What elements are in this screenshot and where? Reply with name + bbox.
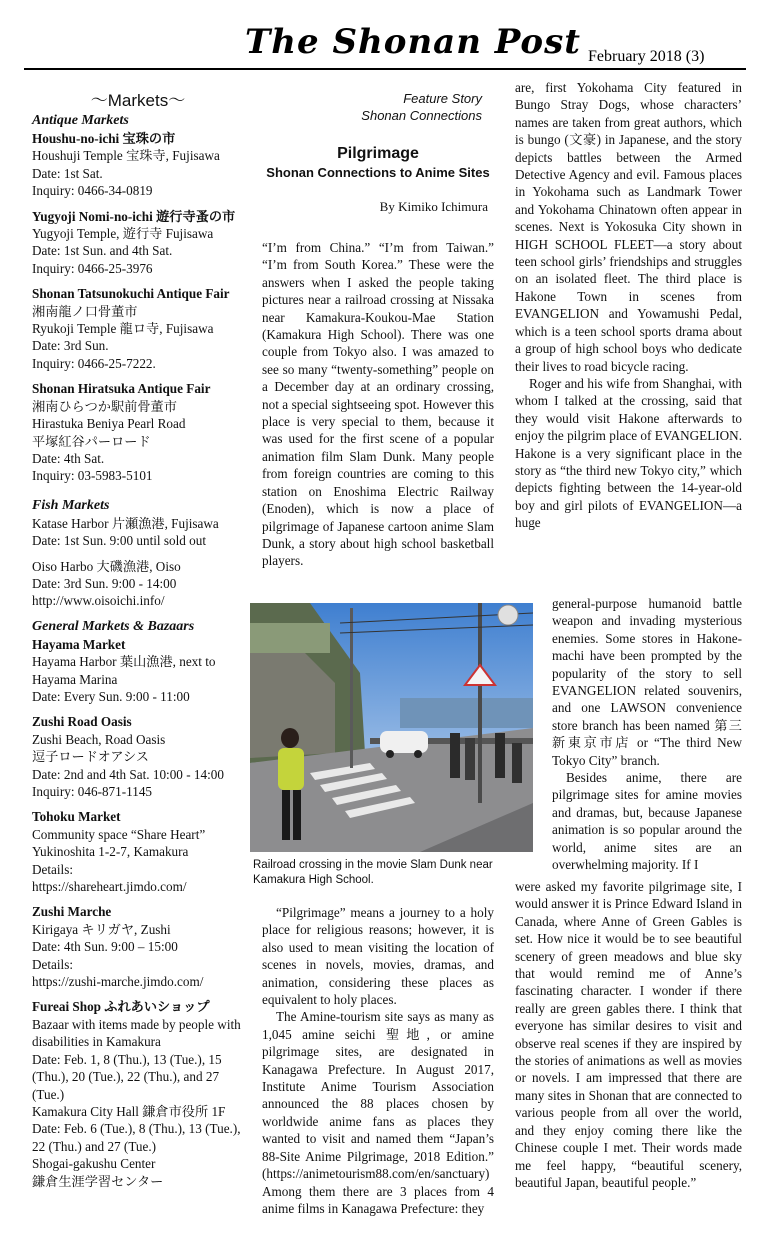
market-entry bbox=[32, 380, 244, 484]
market-entry bbox=[32, 713, 244, 800]
market-detail: Date: 3rd Sun. bbox=[32, 338, 109, 354]
market-detail: Date: 3rd Sun. 9:00 - 14:00 bbox=[32, 575, 177, 591]
header-rule bbox=[24, 68, 746, 70]
market-entry bbox=[32, 285, 244, 372]
article-byline: By Kimiko Ichimura bbox=[379, 199, 488, 214]
feature-series: Shonan Connections bbox=[361, 108, 482, 123]
masthead bbox=[0, 0, 770, 70]
market-detail: 湘南ひらつか駅前骨董市 bbox=[32, 398, 177, 414]
market-detail: Date: 4th Sun. 9:00 – 15:00 bbox=[32, 939, 178, 955]
market-entry bbox=[32, 130, 244, 200]
market-entry bbox=[32, 208, 244, 278]
article-paragraph-3: The Amine-tourism site says as many as 1,045 amine seichi 聖地, or amine pilgrimage sites, are designated in Kanagawa Prefecture. In August 2017, Institute Anime Tourism Association announced the 88 places chosen by worldwide anime fans as places they wanted to visit and named them “Japan’s 88-Site Anime Pilgrimage, 2018 Edition.” (https://animetourism88.com/en/sanctuary) Among them there are 3 places from 4 anime films in Kanagawa Prefecture: they bbox=[262, 1009, 494, 1216]
article-paragraph-5b: general-purpose humanoid battle weapon and invading mysterious enemies. Some stores in Hakone-machi have been prompted by the popularity of the story to sell EVANGELION related souvenirs, and one LAWSON convenience store branch has been named 第三新東京市店 or “The third New Tokyo City” branch. bbox=[552, 596, 742, 768]
market-name: Hayama Market bbox=[32, 636, 126, 652]
feature-column-right-indented bbox=[552, 595, 742, 874]
market-detail: Details: bbox=[32, 956, 74, 972]
market-name: Tohoku Market bbox=[32, 809, 121, 825]
market-detail: Oiso Harbo 大磯漁港, Oiso bbox=[32, 558, 181, 574]
market-detail: 平塚紅谷パーロード bbox=[32, 433, 151, 449]
market-detail: Ryukoji Temple 龍ロ寺, Fujisawa bbox=[32, 321, 214, 337]
feature-kicker: Feature Story bbox=[403, 91, 482, 106]
market-detail: Inquiry: 03-5983-5101 bbox=[32, 468, 153, 484]
antique-markets-title: Antique Markets bbox=[32, 113, 129, 128]
market-detail: Yukinoshita 1-2-7, Kamakura bbox=[32, 844, 189, 860]
market-detail: Date: 1st Sat. bbox=[32, 165, 103, 181]
market-entry bbox=[32, 808, 244, 895]
market-detail[interactable]: http://www.oisoichi.info/ bbox=[32, 593, 165, 609]
market-detail: 鎌倉生涯学習センター bbox=[32, 1173, 164, 1189]
market-entry bbox=[32, 558, 244, 610]
market-detail[interactable]: https://zushi-marche.jimdo.com/ bbox=[32, 974, 204, 990]
article-paragraph-5: Roger and his wife from Shanghai, with whom I talked at the crossing, said that they would visit Hakone afterwards to enjoy the pilgrim place of EVANGELION. Hakone is a very significant place in the story as “the third new Tokyo city,” which depicts fighting between the 14-year-old boy and girl pilots of EVANGELION—a huge bbox=[515, 375, 742, 531]
article-subhead: Shonan Connections to Anime Sites bbox=[266, 165, 490, 180]
market-detail: Date: 4th Sat. bbox=[32, 450, 105, 466]
market-detail: Hayama Harbor 葉山漁港, next to Hayama Marina bbox=[32, 654, 216, 687]
fish-markets-list bbox=[32, 515, 244, 610]
general-markets-title: General Markets & Bazaars bbox=[32, 618, 195, 634]
market-detail[interactable]: https://shareheart.jimdo.com/ bbox=[32, 879, 187, 895]
market-detail: Inquiry: 0466-25-3976 bbox=[32, 260, 153, 276]
article-paragraph-1: “I’m from China.” “I’m from Taiwan.” “I’m from South Korea.” These were the answers when I asked the people taking pictures near a railroad crossing at Nissaka near Kamakura-Koukou-Mae Station (Kamakura High School). There was one couple from Tokyo also. I was amazed to see so many “twenty-something” people on a December day at an ordinary crossing, not a special sightseeing spot. However this place is very special to them, because it was used for the first scene of a popular animation film Slam Dunk. Many people from foreign countries are coming to this station on Enoshima Electric Railway (Enoden), which is now a place of pilgrimage of Japanese cartoon anime Slam Dunk, a story about high school basketball players. bbox=[262, 240, 494, 569]
markets-title: ～Markets～ bbox=[90, 91, 186, 110]
market-name: Zushi Road Oasis bbox=[32, 714, 132, 730]
article-headline: Pilgrimage bbox=[337, 145, 419, 162]
feature-column bbox=[262, 90, 494, 570]
article-paragraph-4: are, first Yokohama City featured in Bungo Stray Dogs, whose characters’ names are taken from great authors, which is bungo (文豪) in Japanese, and the story depicts battles between the Armed Detective Agency and evil. Famous places in Yokohama such as Landmark Tower and Yokohama Chinatown often appear in scenes. Next is Yokosuka City shown in HIGH SCHOOL FLEET—a story about teen school girls’ friendships and struggles on an isolated fleet. The third place is Hakone Town in scenes from EVANGELION and Yowamushi Pedal, which is a teen school sports drama about a group of high school boys who dedicate their lives to road bicycle racing. bbox=[515, 80, 742, 374]
general-markets-list bbox=[32, 636, 244, 1190]
feature-column-right bbox=[515, 79, 742, 532]
market-name: Zushi Marche bbox=[32, 904, 112, 920]
antique-markets-list bbox=[32, 130, 244, 485]
market-detail: Katase Harbor 片瀬漁港, Fujisawa bbox=[32, 515, 219, 531]
article-paragraph-2: “Pilgrimage” means a journey to a holy place for religious reasons; however, it is also used to mean visiting the location of scenes in novels, movies, dramas, and animation, considering these places as equivalent to holy places. bbox=[262, 905, 494, 1008]
market-detail: Date: Feb. 6 (Tue.), 8 (Thu.), 13 (Tue.), 22 (Thu.) and 27 (Tue.) bbox=[32, 1121, 241, 1154]
article-paragraph-6a: Besides anime, there are pilgrimage sites for amine movies and dramas, but, because Japanese animation is so popular around the world, anime sites are an overwhelming majority. If I bbox=[552, 770, 742, 873]
market-name: Fureai Shop ふれあいショップ bbox=[32, 999, 210, 1015]
market-entry bbox=[32, 636, 244, 706]
paper-name: The Shonan Post bbox=[245, 22, 581, 62]
market-entry bbox=[32, 903, 244, 990]
market-name: Shonan Tatsunokuchi Antique Fair bbox=[32, 286, 230, 302]
market-detail: Kirigaya キリガヤ, Zushi bbox=[32, 921, 171, 937]
market-detail: Date: 1st Sun. 9:00 until sold out bbox=[32, 533, 207, 549]
market-detail: Community space “Share Heart” bbox=[32, 826, 206, 842]
photo-caption: Railroad crossing in the movie Slam Dunk near Kamakura High School. bbox=[253, 859, 493, 886]
article-paragraph-6b: were asked my favorite pilgrimage site, I would answer it is Prince Edward Island in Canada, where Anne of Green Gables is set. How nice it would be to see beautiful scenery of green meadows and blue sky that would remind me of Anne’s fascinating character. I wonder if there really are green gables there. I think that everyone has similar desires to visit and observe real scenes if they are inspired by the stories of animations as well as movies or novels. I am impressed that there are many sites in Shonan that are connected to various people from all over the world, and they enjoy coming there like the Chinese couple I met. Their words made me feel happy, “beautiful scenery, beautiful Japan, beautiful people.” bbox=[515, 879, 742, 1190]
market-detail: Date: Feb. 1, 8 (Thu.), 13 (Tue.), 15 (Thu.), 20 (Tue.), 22 (Thu.), and 27 (Tue.) bbox=[32, 1051, 222, 1102]
market-detail: Inquiry: 0466-34-0819 bbox=[32, 183, 153, 199]
market-name: Yugyoji Nomi-no-ichi 遊行寺蚤の市 bbox=[32, 208, 236, 224]
feature-column-lower bbox=[262, 904, 494, 1217]
feature-column-right-tail bbox=[515, 878, 742, 1191]
market-detail: Date: Every Sun. 9:00 - 11:00 bbox=[32, 688, 190, 704]
market-detail: 逗子ロードオアシス bbox=[32, 749, 149, 765]
market-entry bbox=[32, 515, 244, 550]
market-detail: Date: 1st Sun. and 4th Sat. bbox=[32, 243, 173, 259]
market-detail: Kamakura City Hall 鎌倉市役所 1F bbox=[32, 1103, 226, 1119]
markets-column bbox=[32, 90, 244, 1198]
issue-date: February 2018 (3) bbox=[588, 48, 705, 65]
market-detail: Houshuji Temple 宝珠寺, Fujisawa bbox=[32, 148, 220, 164]
market-name: Houshu-no-ichi 宝珠の市 bbox=[32, 131, 176, 146]
market-detail: Yugyoji Temple, 遊行寺 Fujisawa bbox=[32, 226, 214, 242]
market-entry bbox=[32, 998, 244, 1189]
market-detail: 湘南龍ノ口骨董市 bbox=[32, 303, 138, 319]
market-detail: Shogai-gakushu Center bbox=[32, 1156, 156, 1172]
fish-markets-title: Fish Markets bbox=[32, 497, 110, 513]
market-detail: Date: 2nd and 4th Sat. 10:00 - 14:00 bbox=[32, 766, 224, 782]
market-name: Shonan Hiratsuka Antique Fair bbox=[32, 381, 211, 397]
market-detail: Hirastuka Beniya Pearl Road bbox=[32, 416, 186, 432]
market-detail: Details: bbox=[32, 861, 74, 877]
market-detail: Zushi Beach, Road Oasis bbox=[32, 731, 166, 747]
market-detail: Bazaar with items made by people with disabilities in Kamakura bbox=[32, 1016, 241, 1050]
railroad-crossing-photo bbox=[250, 603, 533, 852]
market-detail: Inquiry: 046-871-1145 bbox=[32, 784, 153, 799]
market-detail: Inquiry: 0466-25-7222. bbox=[32, 355, 156, 371]
